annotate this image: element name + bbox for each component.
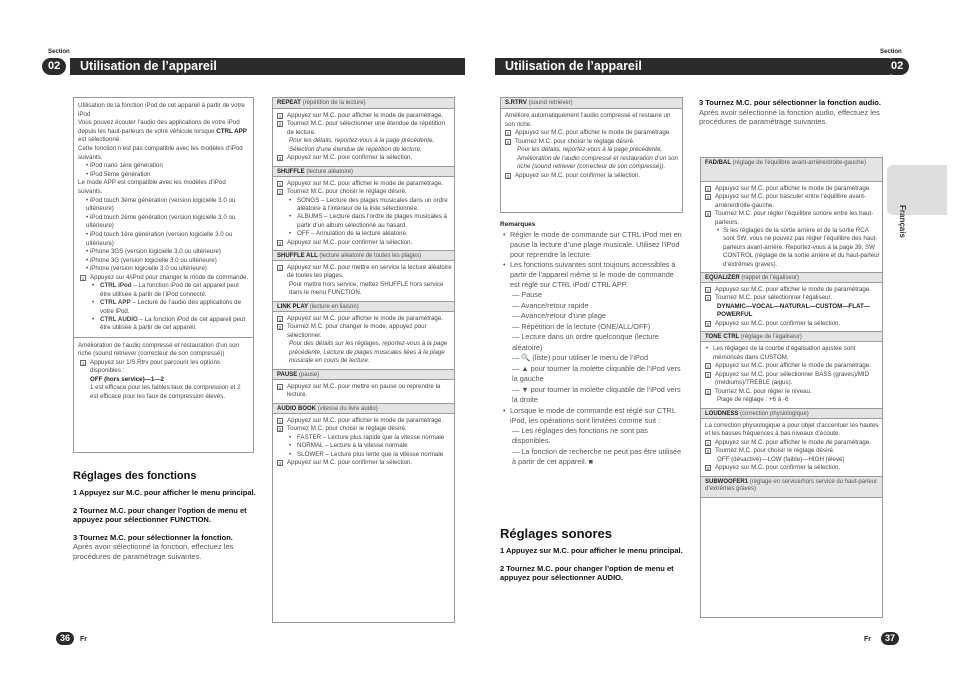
ipod-function-box bbox=[73, 97, 254, 453]
step-heading: 3 Tournez M.C. pour sélectionner la fonction. bbox=[73, 532, 233, 542]
box1-line: • iPhone (version logicielle 3.0 ou ultérieure) bbox=[86, 265, 207, 273]
section-label-left: Section bbox=[48, 49, 70, 55]
function-settings-box bbox=[272, 97, 455, 623]
remark: • Les fonctions suivantes sont toujours accessibles à partir de l’appareil même si le mode de commande est réglé sur CTRL iPod/ CTRL APP. bbox=[500, 260, 685, 290]
loudness-options: OFF (désactivé)—LOW (faible)—HIGH (élevé) bbox=[717, 455, 845, 463]
equalizer-step: 2 Tournez M.C. pour sélectionner l’égaliseur. bbox=[706, 294, 832, 302]
repeat-step: 2 Tournez M.C. pour sélectionner une étendue de répétition de lecture. bbox=[278, 120, 445, 136]
box2-text bbox=[74, 337, 253, 406]
loudness-intro: La correction physiologique a pour objet d’accentuer les hautes et les basses fréquences à bas niveaux d’écoute. bbox=[705, 421, 879, 438]
remark: • Lorsque le mode de commande est réglé sur CTRL iPod, les opérations sont limitées comme suit : bbox=[500, 406, 685, 426]
dash-item: — 🔍 (liste) pour utiliser le menu de l’iPod bbox=[512, 353, 649, 362]
audio-settings-box bbox=[700, 157, 883, 618]
repeat-heading: REPEAT (répétition de la lecture) bbox=[273, 98, 454, 109]
col4-intro bbox=[699, 98, 884, 127]
col3-steps bbox=[500, 546, 685, 583]
step-heading: 3 Tournez M.C. pour sélectionner la fonction audio. bbox=[699, 98, 881, 107]
fadbal-content bbox=[701, 182, 882, 272]
reglages-sonores-title: Réglages sonores bbox=[500, 526, 612, 541]
equalizer-content bbox=[701, 283, 882, 331]
box1-line: • iPod touch 2ème génération (version logicielle 3.0 ou ultérieure) bbox=[86, 213, 236, 230]
tone-heading: TONE CTRL (réglage de l’égaliseur) bbox=[701, 331, 882, 342]
box1-line: Cette fonction n’est pas compatible avec les modèles d’iPod suivants. bbox=[78, 144, 243, 161]
box1-line: • iPhone 3GS (version logicielle 3.0 ou ultérieure) bbox=[86, 248, 221, 256]
lang-code-left: Fr bbox=[80, 636, 87, 643]
page-title-left: Utilisation de l’appareil bbox=[80, 59, 217, 73]
equalizer-step: 3 Appuyez sur M.C. pour confirmer la sélection. bbox=[706, 320, 841, 328]
box2-note: 1 est efficace pour les faibles taux de compression et 2 est efficace pour les faux de compression élevés. bbox=[90, 384, 241, 400]
linkplay-note: Pour des détails sur les réglages, reportez-vous à la page précédente, Lecture de plages musicales liées à la plage musicale en cours de lecture. bbox=[289, 340, 448, 365]
srtrv-note: Pour les détails, reportez-vous à la page précédente, Amélioration de l’audio compressé et restauration d’un son riche (sound retriever (correcteur de son compressé)). bbox=[517, 146, 678, 171]
linkplay-step: 2 Tournez M.C. pour changer le mode, appuyez pour sélectionner. bbox=[278, 323, 427, 339]
section-label-right: Section bbox=[880, 49, 902, 55]
audiobook-option: • FASTER – Lecture plus rapide que la vitesse normale bbox=[275, 434, 452, 442]
audiobook-option: • SLOWER – Lecture plus lente que la vitesse normale bbox=[275, 451, 452, 459]
shuffle-step: 1 Appuyez sur M.C. pour afficher le mode de paramétrage. bbox=[278, 179, 444, 187]
remark-dash-list bbox=[500, 290, 685, 406]
shuffle-option: • ALBUMS – Lecture dans l’ordre de plages musicales à partir d’un album sélectionné au hasard. bbox=[275, 213, 452, 230]
remarques-title: Remarques bbox=[500, 221, 536, 228]
fadbal-note: • Si les réglages de la sortie arrière et de la sortie RCA sont SW, vous ne pouvez pas régler l’équilibre des haut-parleurs avant-arrière. Reportez-vous à la page 39, SW CONTROL (réglage de la sortie arrière et du haut-parleur d’extrêmes graves). bbox=[703, 227, 880, 269]
box1-sub: • CTRL APP – Lecture de l’audio des applications de votre iPod. bbox=[78, 299, 249, 316]
linkplay-step: 1 Appuyez sur M.C. pour afficher le mode de paramétrage. bbox=[278, 315, 444, 323]
language-tab-label: Français bbox=[898, 205, 907, 238]
shuffleall-note: Pour mettre hors service, mettez SHUFFLE hors service dans le menu FUNCTION. bbox=[289, 280, 444, 297]
dash-item: — La fonction de recherche ne peut pas être utilisée à partir de cet appareil. ■ bbox=[512, 446, 682, 466]
shuffle-option: • SONGS – Lecture des plages musicales dans un ordre aléatoire à l’intérieur de la liste sélectionnée. bbox=[275, 197, 452, 214]
srtrv-box bbox=[500, 97, 683, 213]
audiobook-content bbox=[273, 414, 454, 470]
step-heading: 1 Appuyez sur M.C. pour afficher le menu principal. bbox=[500, 546, 683, 555]
repeat-content bbox=[273, 109, 454, 166]
shuffle-step: 3 Appuyez sur M.C. pour confirmer la sélection. bbox=[278, 238, 413, 246]
remarques-block bbox=[500, 221, 685, 468]
fadbal-step: 3 Tournez M.C. pour régler l’équilibre sonore entre les haut-parleurs. bbox=[706, 210, 874, 226]
subwoofer-heading: SUBWOOFER1 (réglage en service/hors service du haut-parleur d’extrêmes graves) bbox=[701, 476, 882, 498]
dash-item: — Avance/retour d’une plage bbox=[512, 311, 606, 320]
box2-intro: Amélioration de l’audio compressé et restauration d’un son riche (sound retriever (correcteur de son compressé)) bbox=[78, 341, 239, 358]
tone-content bbox=[701, 342, 882, 407]
page-title-right: Utilisation de l’appareil bbox=[505, 59, 642, 73]
step-body: Après avoir sélectionné la fonction audio, effectuez les procédures de paramétrage suivantes. bbox=[699, 107, 880, 126]
remark: • Régler le mode de commande sur CTRL iPod met en pause la lecture d’une plage musicale. Utilisez l’iPod pour reprendre la lecture. bbox=[500, 230, 685, 260]
fadbal-step: 1 Appuyez sur M.C. pour afficher le mode de paramétrage. bbox=[706, 185, 872, 192]
box1-line: • iPhone 3G (version logicielle 3.0 ou ultérieure) bbox=[86, 256, 217, 264]
section-number-right: 02 bbox=[885, 58, 909, 75]
box1-line: • iPod touch 1ère génération (version logicielle 3.0 ou ultérieure) bbox=[86, 230, 233, 247]
section-number-left: 02 bbox=[42, 58, 66, 75]
equalizer-heading: EQUALIZER (rappel de l’égaliseur) bbox=[701, 272, 882, 283]
reglages-fonctions-title: Réglages des fonctions bbox=[73, 470, 197, 482]
loudness-step: 2 Tournez M.C. pour choisir le réglage désiré. bbox=[706, 447, 835, 455]
shuffle-step: 2 Tournez M.C. pour choisir le réglage désiré. bbox=[278, 188, 407, 196]
page-number-right: 37 bbox=[881, 632, 899, 645]
repeat-step: 1 Appuyez sur M.C. pour afficher le mode de paramétrage. bbox=[278, 112, 444, 119]
audiobook-step: 2 Tournez M.C. pour choisir le réglage désiré. bbox=[278, 425, 407, 433]
linkplay-content bbox=[273, 312, 454, 369]
srtrv-step: 1 Appuyez sur M.C. pour afficher le mode de paramétrage. bbox=[506, 129, 672, 137]
dash-item: — Pause bbox=[512, 290, 543, 299]
lang-code-right: Fr bbox=[864, 636, 871, 643]
box1-step: 1 Appuyez sur 4/iPod pour changer le mode de commande. bbox=[81, 273, 249, 281]
shuffle-option: • OFF – Annulation de la lecture aléatoire. bbox=[275, 230, 452, 238]
loudness-step: 1 Appuyez sur M.C. pour afficher le mode de paramétrage. bbox=[706, 438, 872, 446]
audiobook-option: • NORMAL – Lecture à la vitesse normale bbox=[275, 442, 452, 450]
loudness-step: 3 Appuyez sur M.C. pour confirmer la sélection. bbox=[706, 464, 841, 472]
tone-step: 2 Appuyez sur M.C. pour sélectionner BASS (graves)/MID (médiums)/TREBLE (aigus). bbox=[706, 370, 870, 387]
equalizer-step: 1 Appuyez sur M.C. pour afficher le mode de paramétrage. bbox=[706, 286, 872, 294]
srtrv-intro: Améliore automatiquement l’audio compressé et restaure un son riche. bbox=[505, 112, 671, 128]
box2-options: OFF (hors service)—1—2 bbox=[90, 375, 164, 383]
tone-step: 1 Appuyez sur M.C. pour afficher le mode de paramétrage. bbox=[706, 362, 872, 370]
box1-line: • iPod 5ème génération bbox=[86, 170, 151, 178]
shuffle-heading: SHUFFLE (lecture aléatoire) bbox=[273, 166, 454, 177]
loudness-heading: LOUDNESS (correction physiologique) bbox=[701, 408, 882, 419]
tone-step: 3 Tournez M.C. pour régler le niveau. bbox=[706, 387, 812, 395]
box1-line: • iPod touch 3ème génération (version logicielle 3.0 ou ultérieure) bbox=[86, 196, 236, 213]
shuffleall-step: 1 Appuyez sur M.C. pour mettre en service la lecture aléatoire de toutes les plages. bbox=[278, 264, 452, 280]
box1-text bbox=[74, 98, 253, 337]
box1-sub: • CTRL AUDIO – La fonction iPod de cet appareil peut être utilisée à partir de cet appareil. bbox=[78, 316, 249, 333]
step-heading: 2 Tournez M.C. pour changer l’option de menu et appuyez pour sélectionner FUNCTION. bbox=[73, 505, 247, 524]
shuffleall-heading: SHUFFLE ALL (lecture aléatoire de toutes les plages) bbox=[273, 250, 454, 261]
srtrv-step: 3 Appuyez sur M.C. pour confirmer la sélection. bbox=[506, 171, 641, 179]
srtrv-content bbox=[501, 109, 682, 183]
pause-content bbox=[273, 380, 454, 403]
pause-heading: PAUSE (pause) bbox=[273, 369, 454, 380]
box1-sub: • CTRL iPod – La fonction iPod de cet appareil peut être utilisée à partir de l’iPod connecté. bbox=[78, 282, 249, 299]
box1-line: • iPod nano 1ère génération bbox=[86, 162, 163, 170]
equalizer-options: DYNAMIC—VOCAL—NATURAL—CUSTOM—FLAT—POWERFUL bbox=[717, 302, 870, 319]
loudness-content bbox=[701, 419, 882, 476]
dash-item: — ▲ pour tourner la molette cliquable de l’iPod vers la gauche bbox=[512, 363, 681, 383]
srtrv-heading: S.RTRV (sound retriever) bbox=[501, 98, 682, 109]
dash-item: — Lecture dans un ordre quelconque (lecture aléatoire) bbox=[512, 332, 659, 352]
step-heading: 2 Tournez M.C. pour changer l’option de menu et appuyez pour sélectionner AUDIO. bbox=[500, 563, 674, 582]
box1-line: Vous pouvez écouter l’audio des applications de votre iPod depuis les haut-parleurs de votre véhicule lorsque CTRL APP est sélectionné. bbox=[78, 119, 247, 144]
fadbal-heading: FAD/BAL (réglage de l’équilibre avant-arrière/droite-gauche) bbox=[701, 158, 882, 182]
linkplay-heading: LINK PLAY (lecture en liaison) bbox=[273, 301, 454, 312]
audiobook-step: 3 Appuyez sur M.C. pour confirmer la sélection. bbox=[278, 458, 413, 466]
step-body: Après avoir sélectionné la fonction, effectuez les procédures de paramétrage suivantes. bbox=[73, 542, 234, 561]
shuffleall-content bbox=[273, 261, 454, 301]
dash-item: — Répétition de la lecture (ONE/ALL/OFF) bbox=[512, 321, 651, 331]
dash-item: — ▼ pour tourner la molette cliquable de l’iPod vers la droite bbox=[512, 384, 681, 404]
box1-line: Le mode APP est compatible avec les modèles d’iPod suivants. bbox=[78, 179, 226, 195]
audiobook-step: 1 Appuyez sur M.C. pour afficher le mode de paramétrage. bbox=[278, 416, 444, 424]
language-tab bbox=[887, 165, 947, 238]
col1-steps bbox=[73, 488, 258, 561]
tone-range: Plage de réglage : +6 à -6 bbox=[717, 395, 789, 403]
shuffle-content bbox=[273, 177, 454, 250]
repeat-step: 3 Appuyez sur M.C. pour confirmer la sélection. bbox=[278, 154, 413, 162]
pause-step: 1 Appuyez sur M.C. pour mettre en pause ou reprendre la lecture. bbox=[278, 383, 441, 399]
repeat-note: Pour les détails, reportez-vous à la page précédente, Sélection d’une étendue de répétition de lecture. bbox=[289, 137, 435, 153]
srtrv-step: 2 Tournez M.C. pour choisir le réglage désiré. bbox=[506, 137, 635, 145]
page-number-left: 36 bbox=[56, 632, 74, 645]
box1-line: Utilisation de la fonction iPod de cet appareil à partir de votre iPod bbox=[78, 102, 245, 118]
audiobook-heading: AUDIO BOOK (vitesse du livre audio) bbox=[273, 403, 454, 414]
tone-note: • Les réglages de la courbe d’égalisation ajustée sont mémorisés dans CUSTOM. bbox=[703, 345, 880, 362]
remark-dash-list bbox=[500, 426, 685, 468]
dash-item: — Les réglages des fonctions ne sont pas disponibles. bbox=[512, 425, 648, 445]
box2-step: 1 Appuyez sur 1/S.Rtrv pour parcourir les options disponibles : bbox=[81, 358, 220, 375]
dash-item: — Avance/retour rapide bbox=[512, 300, 589, 310]
step-heading: 1 Appuyez sur M.C. pour afficher le menu principal. bbox=[73, 488, 256, 497]
fadbal-step: 2 Appuyez sur M.C. pour basculer entre l’équilibre avant-arrière/droite-gauche. bbox=[706, 193, 866, 209]
